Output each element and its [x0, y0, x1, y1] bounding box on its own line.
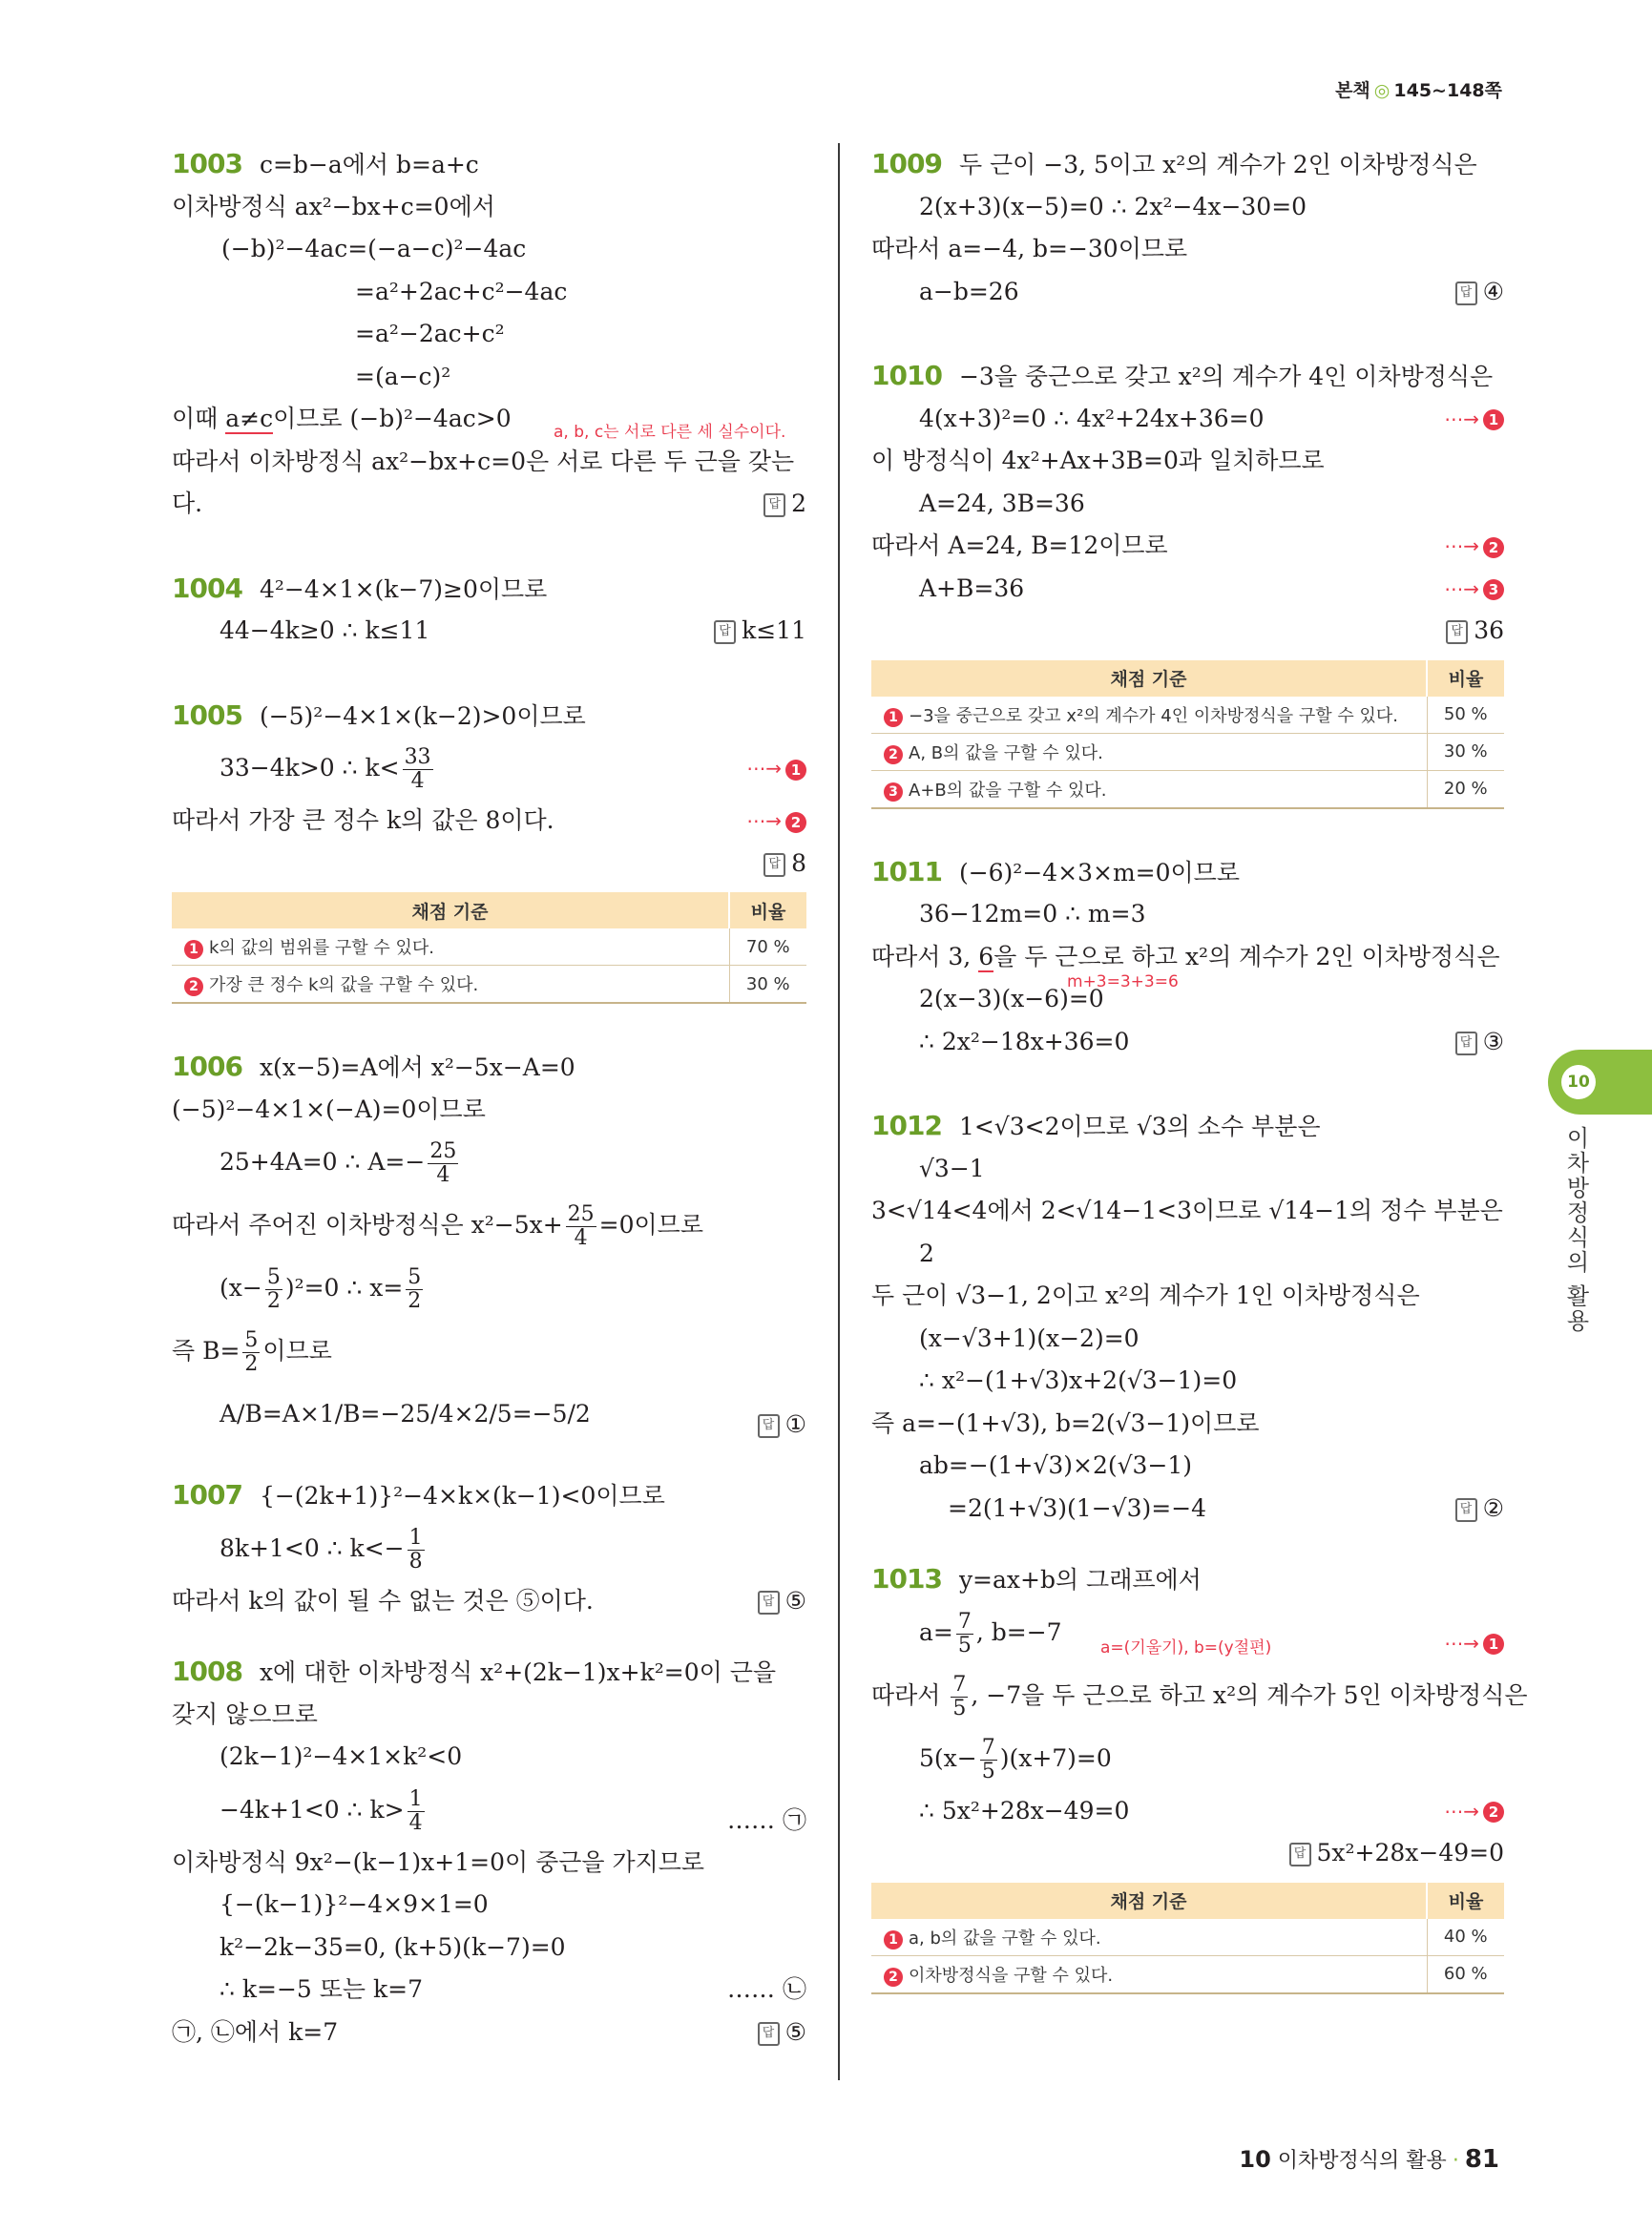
fraction: $\frac{25}{4}$ — [429, 1139, 457, 1187]
solution-line: 다. — [172, 490, 203, 517]
table-header: 비율 — [1427, 660, 1504, 697]
criteria-text: A, B의 값을 구할 수 있다. — [909, 742, 1103, 763]
solution-line: 1<√3<2이므로 √3의 소수 부분은 — [958, 1113, 1321, 1140]
solution-line: =a²−2ac+c² — [355, 320, 505, 347]
problem-number: 1004 — [172, 572, 242, 604]
criteria-ratio: 50 % — [1427, 697, 1504, 734]
chapter-number: 10 — [1561, 1065, 1596, 1099]
answer — [758, 1393, 806, 1456]
circle-icon: ◎ — [1373, 80, 1391, 101]
side-note: a, b, c는 서로 다른 세 실수이다. — [554, 423, 786, 442]
answer-icon: 답 — [1446, 620, 1468, 644]
fraction: $\frac{5}{2}$ — [408, 1265, 422, 1313]
solution-line: x(x−5)=A에서 x²−5x−A=0 — [259, 1053, 575, 1081]
problem-number: 1009 — [871, 148, 942, 179]
problem-number: 1013 — [871, 1563, 942, 1595]
criteria-text: A+B의 값을 구할 수 있다. — [909, 780, 1107, 801]
step-marker-icon: ⋯→ 2 — [746, 800, 806, 843]
solution-line: {−(k−1)}²−4×9×1=0 — [220, 1890, 489, 1918]
answer-value: ④ — [1482, 277, 1504, 305]
answer — [714, 610, 806, 653]
table-row: 1 −3을 중근으로 갖고 x²의 계수가 4인 이차방정식을 구할 수 있다. 50 % — [871, 697, 1504, 734]
problem-1011 — [871, 851, 1504, 1064]
fraction — [403, 746, 433, 793]
solution-line: 4²−4×1×(k−7)≥0이므로 — [259, 574, 548, 603]
solution-line: {−(2k+1)}²−4×k×(k−1)<0이므로 — [259, 1482, 665, 1510]
problem-1010 — [871, 355, 1504, 809]
step-marker-icon: ⋯→ 3 — [1444, 568, 1504, 611]
answer-value: ③ — [1482, 1027, 1504, 1055]
solution-line: 3<√14<4에서 2<√14−1<3이므로 √14−1의 정수 부분은 — [871, 1197, 1503, 1224]
problem-1007 — [172, 1474, 806, 1622]
footer-chapter-number: 10 — [1239, 2146, 1271, 2173]
answer-value: k≤11 — [742, 616, 806, 644]
solution-text: , −7을 두 근으로 하고 x²의 계수가 5인 이차방정식은 — [971, 1680, 1528, 1709]
answer-icon: 답 — [1289, 1843, 1311, 1866]
solution-line: −3을 중근으로 갖고 x²의 계수가 4인 이차방정식은 — [958, 363, 1494, 390]
solution-text: 5(x− — [919, 1743, 977, 1772]
denominator: 4 — [410, 769, 425, 793]
step-marker-icon: ⋯→ 1 — [746, 737, 806, 800]
table-header: 채점 기준 — [172, 892, 729, 928]
underlined-condition: a≠c — [225, 405, 274, 432]
table-row: 3 A+B의 값을 구할 수 있다. 20 % — [871, 770, 1504, 808]
solution-line: k²−2k−35=0, (k+5)(k−7)=0 — [220, 1932, 566, 1961]
solution-line: (x−√3+1)(x−2)=0 — [919, 1324, 1140, 1352]
solution-text: 이므로 (−b)²−4ac>0 — [273, 405, 512, 432]
solution-line: 두 근이 √3−1, 2이고 x²의 계수가 1인 이차방정식은 — [871, 1282, 1420, 1309]
solution-text: )(x+7)=0 — [999, 1743, 1112, 1772]
problem-number: 1003 — [172, 148, 242, 179]
solution-line: 8k+1<0 ∴ k<− — [220, 1533, 405, 1562]
book-label: 본책 — [1335, 80, 1370, 101]
solution-line: 이차방정식 ax²−bx+c=0에서 — [172, 192, 495, 220]
solution-text: a= — [919, 1617, 953, 1646]
answer-value: 8 — [791, 848, 806, 877]
criteria-text: 가장 큰 정수 k의 값을 구할 수 있다. — [209, 975, 479, 995]
solution-text: 즉 B= — [172, 1337, 240, 1365]
solution-text: )²=0 ∴ x= — [284, 1274, 404, 1302]
scoring-criteria-table — [871, 660, 1504, 809]
solution-line: 이 방정식이 4x²+Ax+3B=0과 일치하므로 — [871, 447, 1325, 474]
criteria-text: 이차방정식을 구할 수 있다. — [909, 1965, 1114, 1986]
solution-line: A=24, 3B=36 — [919, 489, 1085, 517]
criteria-ratio: 20 % — [1427, 770, 1504, 808]
answer — [763, 483, 806, 526]
solution-line: 2(x+3)(x−5)=0 ∴ 2x²−4x−30=0 — [919, 192, 1307, 220]
table-row: 2 이차방정식을 구할 수 있다. 60 % — [871, 1955, 1504, 1993]
step-marker-icon: ⋯→ 1 — [1444, 1612, 1504, 1675]
criteria-text: a, b의 값을 구할 수 있다. — [909, 1928, 1101, 1949]
page-footer — [1239, 2144, 1499, 2174]
table-header: 비율 — [729, 892, 806, 928]
problem-1012 — [871, 1105, 1504, 1530]
solution-line: 갖지 않으므로 — [172, 1699, 318, 1728]
step-marker-icon: ⋯→ 2 — [1444, 1790, 1504, 1833]
solution-line: =2(1+√3)(1−√3)=−4 — [948, 1493, 1207, 1522]
answer-icon: 답 — [1455, 1498, 1477, 1522]
equation-tag: …… ㉡ — [727, 1975, 806, 2003]
solution-text: 따라서 주어진 이차방정식은 x²−5x+ — [172, 1211, 563, 1239]
answer-value: 5x²+28x−49=0 — [1316, 1839, 1504, 1866]
equation-tag: …… ㉠ — [727, 1805, 806, 1834]
criteria-ratio: 40 % — [1427, 1919, 1504, 1956]
solution-line: A/B=A×1/B=−25/4×2/5=−5/2 — [220, 1400, 591, 1428]
problem-number: 1012 — [871, 1110, 942, 1141]
problem-number: 1007 — [172, 1479, 242, 1511]
problem-1003 — [172, 143, 806, 526]
numerator: 33 — [404, 745, 431, 769]
solution-text: =0이므로 — [598, 1211, 703, 1239]
answer-value: 2 — [791, 490, 806, 517]
solution-text: 을 두 근으로 하고 x²의 계수가 2인 이차방정식은 — [993, 942, 1500, 970]
table-row: 1 k의 값의 범위를 구할 수 있다. 70 % — [172, 928, 806, 966]
solution-line: ㉠, ㉡에서 k=7 — [172, 2017, 339, 2046]
solution-line: A+B=36 — [919, 573, 1025, 602]
scoring-criteria-table — [871, 1883, 1504, 1994]
problem-number: 1010 — [871, 360, 942, 391]
solution-line: 44−4k≥0 ∴ k≤11 — [220, 616, 430, 644]
problem-1005 — [172, 695, 806, 1005]
answer-icon: 답 — [758, 1414, 780, 1438]
solution-line: (2k−1)²−4×1×k²<0 — [220, 1742, 463, 1770]
solution-text: 따라서 — [871, 1680, 949, 1709]
solution-line: y=ax+b의 그래프에서 — [958, 1566, 1202, 1594]
solution-line: 2 — [919, 1239, 934, 1267]
solution-line: 따라서 A=24, B=12이므로 — [871, 532, 1168, 559]
fraction: $\frac{7}{5}$ — [952, 1672, 967, 1720]
solution-line: ∴ 5x²+28x−49=0 — [919, 1796, 1130, 1824]
answer-value: ① — [784, 1410, 806, 1438]
solution-line: ∴ 2x²−18x+36=0 — [919, 1027, 1130, 1055]
answer — [763, 843, 806, 886]
dot-separator: · — [1452, 2149, 1459, 2173]
chapter-tab-title: 이차방정식의 활용 — [1562, 1126, 1589, 1334]
side-note: a=(기울기), b=(y절편) — [1100, 1637, 1272, 1658]
answer-icon: 답 — [1455, 281, 1477, 305]
page-number: 81 — [1464, 2145, 1499, 2174]
solution-line: 이차방정식 9x²−(k−1)x+1=0이 중근을 가지므로 — [172, 1847, 705, 1876]
side-note: m+3=3+3=6 — [1067, 971, 1179, 991]
answer-value: ⑤ — [784, 2017, 806, 2046]
column-divider — [838, 143, 840, 2080]
solution-line: √3−1 — [919, 1154, 985, 1182]
fraction: $\frac{7}{5}$ — [981, 1735, 995, 1783]
footer-chapter-title: 이차방정식의 활용 — [1277, 2149, 1447, 2173]
criteria-text: k의 값의 범위를 구할 수 있다. — [209, 938, 435, 958]
fraction: $\frac{1}{4}$ — [408, 1786, 423, 1835]
problem-number: 1005 — [172, 698, 242, 731]
solution-line: ab=−(1+√3)×2(√3−1) — [919, 1451, 1193, 1479]
solution-line: 두 근이 −3, 5이고 x²의 계수가 2인 이차방정식은 — [958, 151, 1477, 178]
table-row: 2 가장 큰 정수 k의 값을 구할 수 있다. 30 % — [172, 966, 806, 1004]
chapter-tab — [1548, 1050, 1652, 1115]
problem-number: 1011 — [871, 855, 942, 887]
solution-line: a−b=26 — [919, 277, 1019, 305]
fraction: $\frac{5}{2}$ — [266, 1265, 281, 1313]
criteria-ratio: 30 % — [729, 966, 806, 1004]
answer-icon: 답 — [758, 2022, 780, 2046]
solution-line: =(a−c)² — [355, 362, 451, 390]
answer — [1446, 610, 1504, 653]
answer-icon: 답 — [763, 853, 785, 877]
table-header: 채점 기준 — [871, 1883, 1427, 1919]
solution-line: =a²+2ac+c²−4ac — [355, 277, 568, 305]
solution-line: 따라서 a=−4, b=−30이므로 — [871, 235, 1188, 262]
solution-text: 이므로 — [262, 1337, 332, 1365]
table-header: 비율 — [1427, 1883, 1504, 1919]
solution-text: (x− — [220, 1274, 262, 1302]
solution-line: 2(x−3)(x−6)=0 — [919, 985, 1104, 1012]
answer-icon: 답 — [763, 493, 785, 517]
problem-1009 — [871, 143, 1504, 313]
underlined-root: 6 — [978, 942, 994, 970]
fraction: $\frac{5}{2}$ — [244, 1328, 259, 1376]
answer — [758, 2012, 806, 2054]
scoring-criteria-table — [172, 892, 806, 1004]
criteria-ratio: 60 % — [1427, 1955, 1504, 1993]
solution-text: , b=−7 — [975, 1617, 1062, 1646]
step-marker-icon: ⋯→ 2 — [1444, 525, 1504, 568]
solution-line: x에 대한 이차방정식 x²+(2k−1)x+k²=0이 근을 — [259, 1658, 777, 1686]
problem-number: 1008 — [172, 1656, 242, 1687]
answer — [758, 1580, 806, 1623]
fraction: $\frac{7}{5}$ — [957, 1609, 972, 1658]
problem-1013 — [871, 1558, 1528, 1994]
solution-text: 이때 — [172, 405, 226, 432]
solution-line: c=b−a에서 b=a+c — [259, 151, 479, 178]
solution-line: 따라서 이차방정식 ax²−bx+c=0은 서로 다른 두 근을 갖는 — [172, 447, 795, 475]
step-marker-icon: ⋯→ 1 — [1444, 398, 1504, 441]
left-column — [172, 143, 806, 2054]
solution-line: (−5)²−4×1×(k−2)>0이므로 — [259, 701, 586, 730]
fraction: $\frac{25}{4}$ — [567, 1202, 595, 1250]
fraction: $\frac{1}{8}$ — [408, 1525, 423, 1574]
problem-1008 — [172, 1651, 806, 2054]
right-column — [871, 143, 1528, 1994]
problem-1006 — [172, 1046, 806, 1446]
criteria-text: −3을 중근으로 갖고 x²의 계수가 4인 이차방정식을 구할 수 있다. — [909, 705, 1398, 726]
solution-line: (−b)²−4ac=(−a−c)²−4ac — [221, 235, 527, 262]
answer-value: ⑤ — [784, 1586, 806, 1615]
table-row: 1 a, b의 값을 구할 수 있다. 40 % — [871, 1919, 1504, 1956]
solution-line: 따라서 k의 값이 될 수 없는 것은 ⑤이다. — [172, 1586, 594, 1615]
answer-icon: 답 — [758, 1591, 780, 1615]
solution-line: 즉 a=−(1+√3), b=2(√3−1)이므로 — [871, 1408, 1260, 1437]
answer-value: 36 — [1474, 616, 1504, 644]
criteria-ratio: 30 % — [1427, 733, 1504, 770]
answer — [1289, 1832, 1505, 1875]
solution-text: 따라서 3, — [871, 942, 979, 970]
answer-icon: 답 — [1455, 1032, 1477, 1055]
answer — [1455, 1488, 1504, 1531]
solution-line: (−5)²−4×1×(−A)=0이므로 — [172, 1095, 486, 1123]
problem-1004 — [172, 568, 806, 653]
solution-line: 4(x+3)²=0 ∴ 4x²+24x+36=0 — [919, 404, 1265, 432]
answer — [1455, 1021, 1504, 1064]
solution-line: 25+4A=0 ∴ A=− — [220, 1148, 426, 1176]
answer-value: ② — [1482, 1493, 1504, 1522]
answer — [1455, 271, 1504, 314]
solution-line: (−6)²−4×3×m=0이므로 — [958, 858, 1240, 886]
solution-line: ∴ k=−5 또는 k=7 — [220, 1975, 423, 2003]
table-header: 채점 기준 — [871, 660, 1427, 697]
solution-line: −4k+1<0 ∴ k> — [220, 1795, 405, 1824]
solution-line: 33−4k>0 ∴ k< — [220, 754, 400, 782]
solution-line: ∴ x²−(1+√3)x+2(√3−1)=0 — [919, 1366, 1238, 1394]
answer-icon: 답 — [714, 620, 736, 644]
problem-number: 1006 — [172, 1051, 242, 1082]
solution-line: 36−12m=0 ∴ m=3 — [919, 900, 1146, 928]
page-range: 145~148쪽 — [1393, 80, 1502, 101]
table-row: 2 A, B의 값을 구할 수 있다. 30 % — [871, 733, 1504, 770]
criteria-ratio: 70 % — [729, 928, 806, 966]
solution-line: 따라서 가장 큰 정수 k의 값은 8이다. — [172, 806, 554, 834]
page-reference — [1335, 76, 1502, 102]
